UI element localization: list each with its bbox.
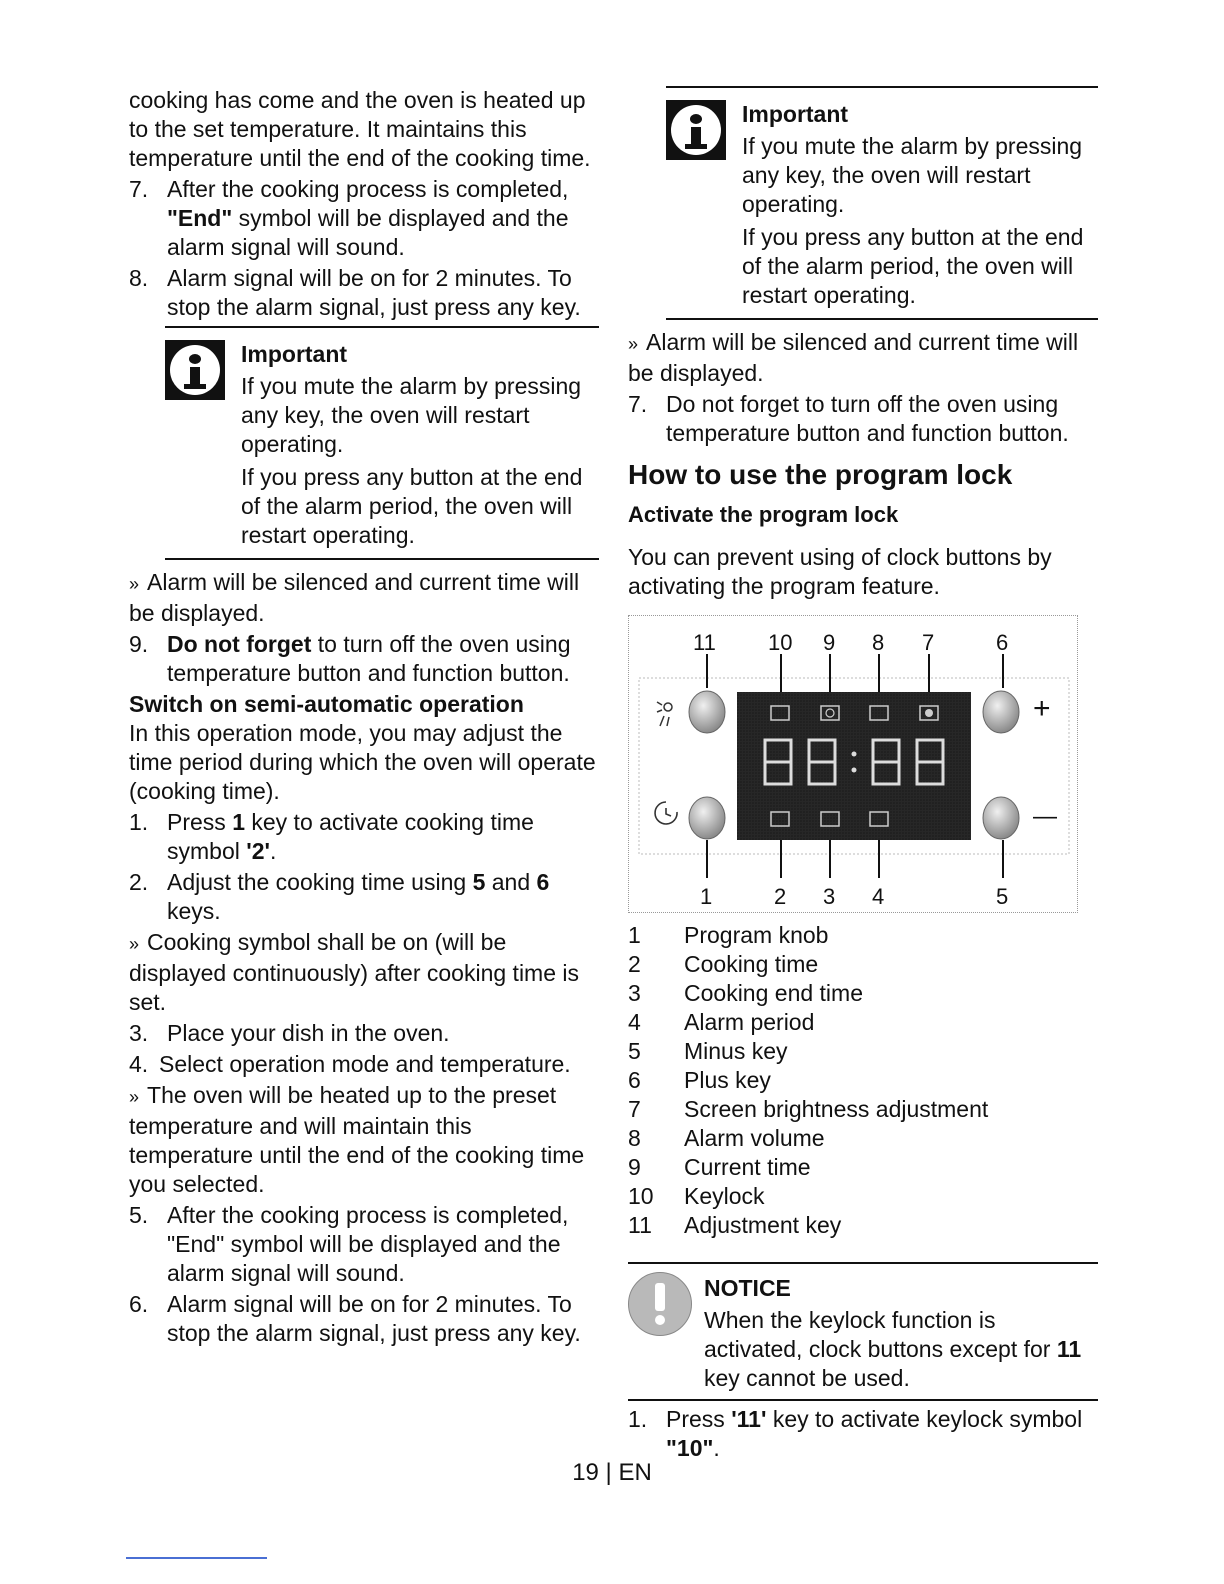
page-number: 19 | EN xyxy=(572,1459,652,1486)
section-subheading: Activate the program lock xyxy=(628,502,899,527)
legend-item: 4 Alarm period xyxy=(628,1009,815,1035)
legend-item: 2 Cooking time xyxy=(628,951,819,977)
list-item-6: 6. Alarm signal will be on for 2 minutes. To stop the alarm signal, just press any key. xyxy=(129,1291,581,1346)
important-text-2: If you press any button at the end of the alarm period, the oven will restart operating. xyxy=(241,464,583,548)
right-column xyxy=(628,86,1098,1463)
notice-box xyxy=(628,1262,1098,1401)
diagram-labels xyxy=(629,616,1077,912)
diagram-legend xyxy=(628,921,1098,1240)
callout-label-6: 6 xyxy=(996,630,1009,655)
result-note: » Alarm will be silenced and current time will be displayed. xyxy=(628,329,1079,386)
legend-item: 6 Plus key xyxy=(628,1067,771,1093)
result-note: » The oven will be heated up to the preset temperature and will maintain this temperature until the end of the cooking time you selected. xyxy=(129,1082,585,1197)
list-item-8: 8. Alarm signal will be on for 2 minutes. To stop the alarm signal, just press any key. xyxy=(129,265,581,320)
info-icon xyxy=(165,340,225,400)
list-item-3: 3. Place your dish in the oven. xyxy=(129,1020,450,1046)
callout-label-5: 5 xyxy=(996,884,1009,909)
notice-title: NOTICE xyxy=(704,1275,791,1301)
control-panel-diagram xyxy=(628,615,1078,913)
legend-item: 3 Cooking end time xyxy=(628,980,863,1006)
important-title: Important xyxy=(742,101,849,127)
list-item-5: 5. After the cooking process is completed, "End" symbol will be displayed and the alarm signal will sound. xyxy=(129,1202,569,1286)
minus-sign: — xyxy=(1033,803,1057,830)
important-box xyxy=(666,86,1098,320)
info-icon xyxy=(666,100,726,160)
legend-item: 5 Minus key xyxy=(628,1038,788,1064)
legend-item: 11 Adjustment key xyxy=(628,1212,842,1238)
legend-item: 10 Keylock xyxy=(628,1183,765,1209)
important-text-2: If you press any button at the end of the alarm period, the oven will restart operating. xyxy=(742,224,1084,308)
footer-rule xyxy=(126,1557,267,1559)
important-text-1: If you mute the alarm by pressing any key, the oven will restart operating. xyxy=(241,373,582,457)
intro-paragraph: cooking has come and the oven is heated up to the set temperature. It maintains this temperature until the end of the cooking time. xyxy=(129,87,591,171)
warning-icon xyxy=(628,1272,692,1336)
plus-sign: + xyxy=(1033,692,1051,725)
important-title: Important xyxy=(241,341,348,367)
section-heading: How to use the program lock xyxy=(628,459,1013,490)
list-item-7: 7. Do not forget to turn off the oven using temperature button and function button. xyxy=(628,391,1069,446)
list-item-1: 1. Press 1 key to activate cooking time symbol '2'. xyxy=(129,809,534,864)
callout-label-4: 4 xyxy=(872,884,885,909)
callout-label-3: 3 xyxy=(823,884,836,909)
callout-label-7: 7 xyxy=(922,630,935,655)
callout-label-9: 9 xyxy=(823,630,836,655)
list-item-9: 9. Do not forget to turn off the oven using temperature button and function button. xyxy=(129,631,571,686)
legend-item: 7 Screen brightness adjustment xyxy=(628,1096,989,1122)
section-intro: In this operation mode, you may adjust the time period during which the oven will operate (cooking time). xyxy=(129,720,596,804)
section-intro: You can prevent using of clock buttons by activating the program feature. xyxy=(628,544,1052,599)
legend-item: 9 Current time xyxy=(628,1154,811,1180)
legend-item: 1 Program knob xyxy=(628,922,829,948)
section-heading: Switch on semi-automatic operation xyxy=(129,691,524,717)
callout-label-11: 11 xyxy=(693,630,716,655)
result-note: » Cooking symbol shall be on (will be displayed continuously) after cooking time is set. xyxy=(129,929,580,1015)
notice-text: When the keylock function is activated, clock buttons except for 11 key cannot be used. xyxy=(704,1307,1082,1391)
legend-item: 8 Alarm volume xyxy=(628,1125,825,1151)
important-box xyxy=(165,326,599,560)
list-item-1: 1. Press '11' key to activate keylock symbol "10". xyxy=(628,1406,1083,1461)
callout-label-10: 10 xyxy=(768,630,793,655)
important-text-1: If you mute the alarm by pressing any key, the oven will restart operating. xyxy=(742,133,1083,217)
list-item-4: 4. Select operation mode and temperature. xyxy=(129,1051,571,1077)
list-item-2: 2. Adjust the cooking time using 5 and 6 keys. xyxy=(129,869,550,924)
left-column xyxy=(129,86,599,1348)
callout-label-2: 2 xyxy=(774,884,787,909)
result-note: » Alarm will be silenced and current time will be displayed. xyxy=(129,569,580,626)
callout-label-8: 8 xyxy=(872,630,885,655)
list-item-7: 7. After the cooking process is completed, "End" symbol will be displayed and the alarm signal will sound. xyxy=(129,176,569,260)
callout-label-1: 1 xyxy=(700,884,713,909)
